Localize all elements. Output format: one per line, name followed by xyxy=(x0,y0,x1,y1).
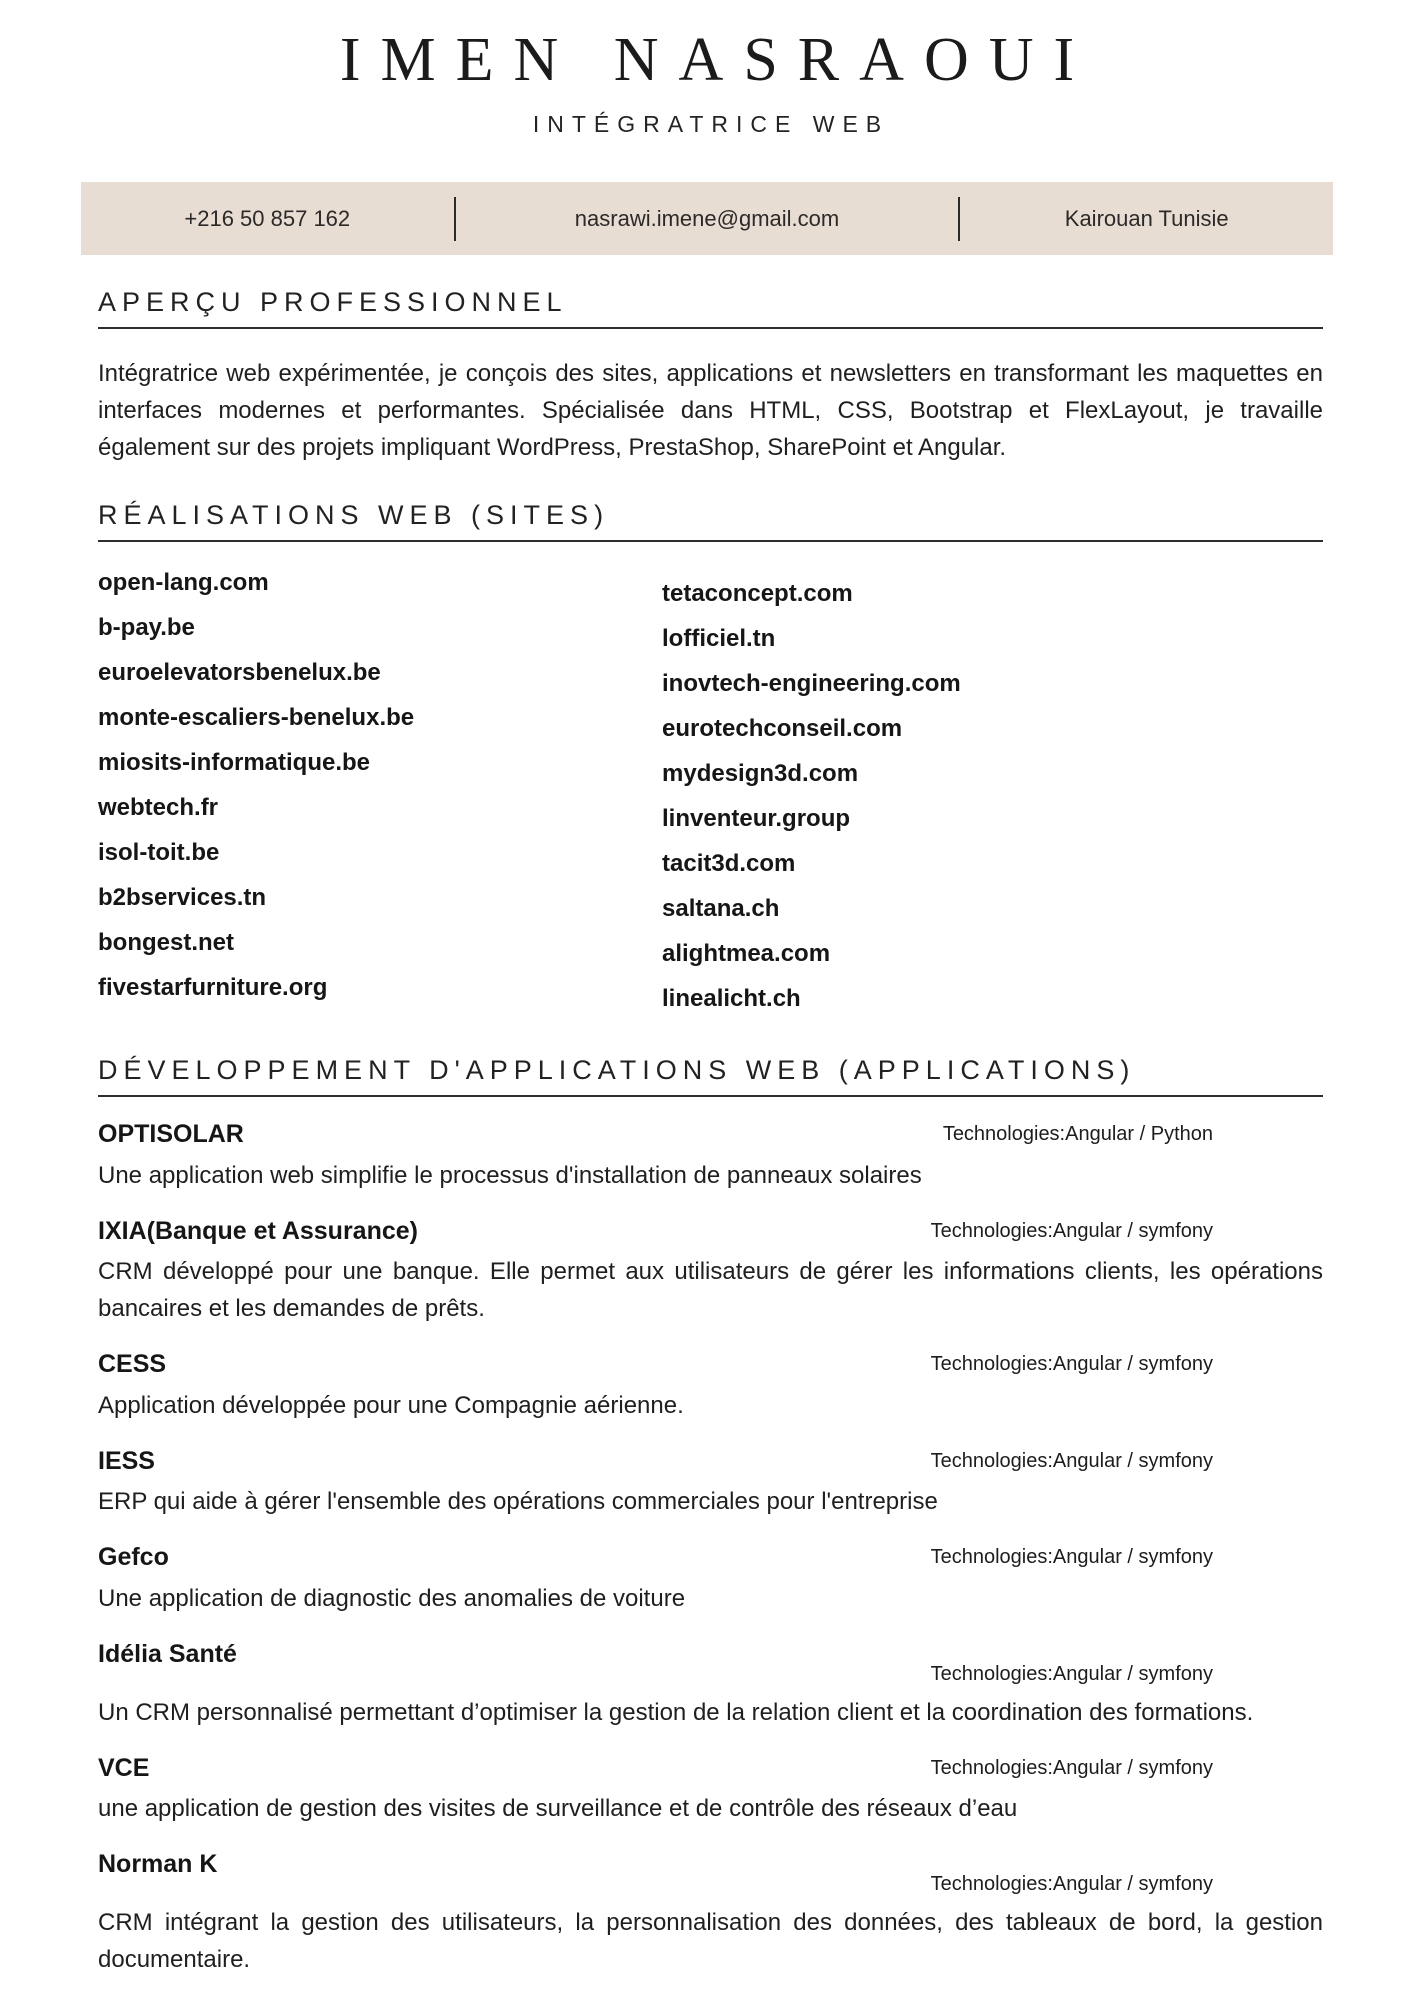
app-entry-head xyxy=(98,1544,1323,1572)
app-name: Gefco xyxy=(98,1543,169,1572)
app-entry-head xyxy=(98,1641,1323,1686)
app-entry-ixia xyxy=(98,1218,1323,1328)
contact-bar xyxy=(81,182,1333,255)
app-technologies: Technologies:Angular / symfony xyxy=(930,1353,1213,1376)
site-item: tacit3d.com xyxy=(662,850,796,878)
site-item: euroelevatorsbenelux.be xyxy=(98,659,381,687)
site-item: fivestarfurniture.org xyxy=(98,974,328,1002)
app-entry-optisolar xyxy=(98,1121,1323,1194)
site-item: linventeur.group xyxy=(662,805,851,833)
professional-summary: Intégratrice web expérimentée, je conçois des sites, applications et newsletters en transformant les maquettes en interfaces modernes et performantes. Spécialisée dans HTML, CSS, Bootstrap et FlexLayout, je travaille également sur des projets impliquant WordPress, PrestaShop, SharePoint et Angular. xyxy=(98,360,1323,462)
sites-columns xyxy=(98,568,1323,1029)
app-entry-head xyxy=(98,1755,1323,1783)
sites-column-left xyxy=(98,568,662,1029)
site-item: lofficiel.tn xyxy=(662,625,776,653)
app-name: OPTISOLAR xyxy=(98,1120,244,1149)
app-description: Une application de diagnostic des anomalies de voiture xyxy=(98,1584,686,1612)
candidate-name: IMEN NASRAOUI xyxy=(339,26,1095,94)
site-item: linealicht.ch xyxy=(662,985,801,1013)
app-description: Application développée pour une Compagnie aérienne. xyxy=(98,1391,684,1419)
app-entry-head xyxy=(98,1351,1323,1379)
app-technologies: Technologies:Angular / symfony xyxy=(930,1449,1213,1472)
content-column xyxy=(98,289,1323,1978)
app-description: Une application web simplifie le processus d'installation de panneaux solaires xyxy=(98,1161,922,1189)
app-description: une application de gestion des visites de surveillance et de contrôle des réseaux d’eau xyxy=(98,1795,1018,1823)
app-entry-head xyxy=(98,1121,1323,1149)
contact-email: nasrawi.imene@gmail.com xyxy=(574,205,840,231)
app-technologies: Technologies:Angular / symfony xyxy=(930,1546,1213,1569)
app-entry-norman-k xyxy=(98,1851,1323,1978)
section-apercu-professionnel xyxy=(98,289,1323,466)
app-entry-gefco xyxy=(98,1544,1323,1617)
app-description: Un CRM personnalisé permettant d’optimiser la gestion de la relation client et la coordination des formations. xyxy=(98,1698,1254,1726)
site-item: saltana.ch xyxy=(662,895,780,923)
site-item: monte-escaliers-benelux.be xyxy=(98,704,415,732)
app-entry-idelia-sante xyxy=(98,1641,1323,1731)
site-item: bongest.net xyxy=(98,929,234,957)
site-item: isol-toit.be xyxy=(98,839,220,867)
site-item: miosits-informatique.be xyxy=(98,749,371,777)
app-description: CRM intégrant la gestion des utilisateurs, la personnalisation des données, des tableaux de bord, la gestion documentaire. xyxy=(98,1909,1323,1974)
contact-phone: +216 50 857 162 xyxy=(184,205,351,231)
app-technologies: Technologies:Angular / symfony xyxy=(930,1219,1213,1242)
contact-location: Kairouan Tunisie xyxy=(1064,205,1229,231)
app-description: CRM développé pour une banque. Elle permet aux utilisateurs de gérer les informations clients, les opérations bancaires et les demandes de prêts. xyxy=(98,1258,1323,1323)
app-entry-vce xyxy=(98,1755,1323,1828)
app-name: IESS xyxy=(98,1446,155,1475)
app-name: CESS xyxy=(98,1350,167,1379)
app-description: ERP qui aide à gérer l'ensemble des opérations commerciales pour l'entreprise xyxy=(98,1488,938,1516)
app-technologies: Technologies:Angular / symfony xyxy=(930,1662,1213,1685)
site-item: b-pay.be xyxy=(98,614,195,642)
sites-column-right xyxy=(662,568,1323,1029)
site-item: webtech.fr xyxy=(98,794,219,822)
app-entry-head xyxy=(98,1448,1323,1476)
section-title-apercu: APERÇU PROFESSIONNEL xyxy=(98,289,1323,329)
site-item: b2bservices.tn xyxy=(98,884,267,912)
app-technologies: Technologies:Angular / symfony xyxy=(930,1756,1213,1779)
site-item: open-lang.com xyxy=(98,569,269,597)
app-entry-head xyxy=(98,1851,1323,1896)
app-name: VCE xyxy=(98,1753,150,1782)
app-name: IXIA(Banque et Assurance) xyxy=(98,1216,418,1245)
section-title-sites: RÉALISATIONS WEB (SITES) xyxy=(98,502,1323,542)
app-name: Norman K xyxy=(98,1850,218,1879)
site-item: tetaconcept.com xyxy=(662,580,853,608)
site-item: alightmea.com xyxy=(662,940,831,968)
section-title-applications: DÉVELOPPEMENT D'APPLICATIONS WEB (APPLICATIONS) xyxy=(98,1057,1323,1097)
app-entry-head xyxy=(98,1218,1323,1246)
site-item: mydesign3d.com xyxy=(662,760,859,788)
section-realisations-web xyxy=(98,502,1323,1029)
site-item: inovtech-engineering.com xyxy=(662,670,961,698)
app-name: Idélia Santé xyxy=(98,1639,237,1668)
app-entry-cess xyxy=(98,1351,1323,1424)
section-applications xyxy=(98,1057,1323,1978)
site-item: eurotechconseil.com xyxy=(662,715,903,743)
app-technologies: Technologies:Angular / Python xyxy=(942,1123,1213,1146)
app-entry-iess xyxy=(98,1448,1323,1521)
candidate-role: INTÉGRATRICE WEB xyxy=(532,111,890,138)
app-technologies: Technologies:Angular / symfony xyxy=(930,1873,1213,1896)
